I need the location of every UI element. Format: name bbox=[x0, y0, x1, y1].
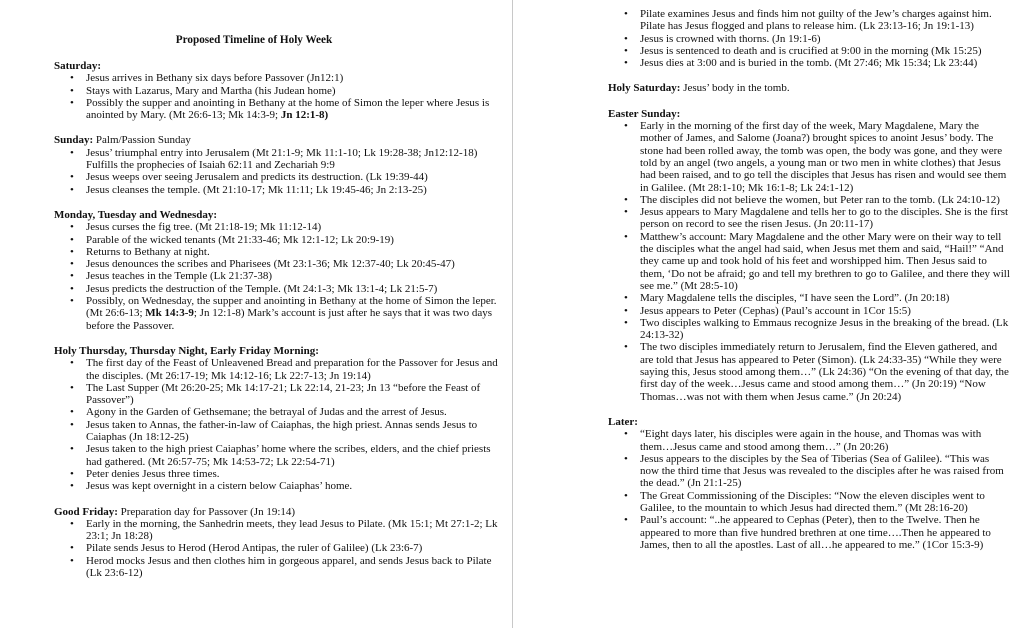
item-list bbox=[54, 221, 504, 332]
list-item: • Mary Magdalene tells the disciples, “I have seen the Lord”. (Jn 20:18) bbox=[640, 292, 1010, 304]
bold-reference: Jn 12:1-8) bbox=[280, 109, 329, 122]
list-item: • The Great Commissioning of the Disciples: “Now the eleven disciples went to Galilee, to the mountain to which Jesus had directed them.” (Mt 28:16-20) bbox=[640, 490, 1010, 515]
document-title: Proposed Timeline of Holy Week bbox=[175, 34, 333, 46]
section-holy-saturday bbox=[608, 82, 1010, 94]
list-item: • The two disciples immediately return to Jerusalem, find the Eleven gathered, and are told that Jesus has appeared to Peter (Simon). (Lk 24:33-35) “While they were saying this, Jesus stood among them…” (Lk 24:36) “On the evening of that day, the first day of the week…Jesus came and stood among them…” (Jn 20:19) “Now Thomas…was not with them when Jesus came.” (Jn 20:24) bbox=[640, 341, 1010, 402]
list-item: • Paul’s account: “..he appeared to Cephas (Peter), then to the Twelve. Then he appeared to more than five hundred brethren at one time….Then he appeared to James, then to all the apostles. Last of all…he appeared to me.” (1Cor 15:3-9) bbox=[640, 514, 1010, 551]
section-good-friday-continued bbox=[608, 8, 1010, 69]
section-heading: Good Friday: Preparation day for Passover (Jn 19:14) bbox=[54, 505, 296, 518]
list-item: • Possibly, on Wednesday, the supper and anointing in Bethany at the home of Simon the leper. (Mt 26:6-13; Mk 14:3-9; Jn 12:1-8) Mark’s account is just after he says that it was two days before the Passover. bbox=[86, 295, 504, 332]
section-good-friday bbox=[54, 506, 504, 580]
right-page bbox=[512, 0, 1024, 628]
list-item: • Early in the morning, the Sanhedrin meets, they lead Jesus to Pilate. (Mk 15:1; Mt 27:1-2; Lk 23:1; Jn 18:28) bbox=[86, 518, 504, 543]
list-item: • The first day of the Feast of Unleavened Bread and preparation for the Passover for Jesus and the disciples. (Mt 26:17-19; Mk 14:12-16; Lk 22:7-13; Jn 19:14) bbox=[86, 357, 504, 382]
section-heading: Holy Saturday: Jesus’ body in the tomb. bbox=[608, 82, 790, 95]
list-item: • Jesus’ triumphal entry into Jerusalem (Mt 21:1-9; Mk 11:1-10; Lk 19:28-38; Jn12:12-18) Fulfills the prophecies of Isaiah 62:11 and Zechariah 9:9 bbox=[86, 147, 504, 172]
list-item: • Jesus cleanses the temple. (Mt 21:10-17; Mk 11:11; Lk 19:45-46; Jn 2:13-25) bbox=[86, 184, 504, 196]
list-item: • Peter denies Jesus three times. bbox=[86, 468, 504, 480]
section-later bbox=[608, 416, 1010, 551]
list-item: • Returns to Bethany at night. bbox=[86, 246, 504, 258]
list-item: • Jesus was kept overnight in a cistern below Caiaphas’ home. bbox=[86, 480, 504, 492]
list-item: • Jesus curses the fig tree. (Mt 21:18-19; Mk 11:12-14) bbox=[86, 221, 504, 233]
section-heading: Sunday: Palm/Passion Sunday bbox=[54, 134, 191, 147]
list-item: • Jesus weeps over seeing Jerusalem and predicts its destruction. (Lk 19:39-44) bbox=[86, 171, 504, 183]
item-list bbox=[54, 518, 504, 579]
list-item: • Jesus appears to Peter (Cephas) (Paul’s account in 1Cor 15:5) bbox=[640, 305, 1010, 317]
list-item: • Jesus arrives in Bethany six days before Passover (Jn12:1) bbox=[86, 72, 504, 84]
section-holy-thursday bbox=[54, 345, 504, 493]
item-list bbox=[608, 8, 1010, 69]
section-saturday bbox=[54, 60, 504, 121]
section-heading: Saturday: bbox=[54, 60, 102, 72]
list-item: • Jesus taken to Annas, the father-in-law of Caiaphas, the high priest. Annas sends Jesus to Caiaphas (Jn 18:12-25) bbox=[86, 419, 504, 444]
list-item: • The Last Supper (Mt 26:20-25; Mk 14:17-21; Lk 22:14, 21-23; Jn 13 “before the Feast of Passover”) bbox=[86, 382, 504, 407]
section-heading: Easter Sunday: bbox=[608, 107, 681, 120]
list-item: • Jesus appears to the disciples by the Sea of Tiberias (Sea of Galilee). “This was now the third time that Jesus was revealed to the disciples after he was raised from the dead.” (Jn 21:1-25) bbox=[640, 453, 1010, 490]
list-item: • Early in the morning of the first day of the week, Mary Magdalene, Mary the mother of James, and Salome (Joana?) brought spices to anoint Jesus’ body. The stone had been rolled away, the tomb was open, the body was gone, and they were told by an angel (two angels, a young man or two men in white clothes) that Jesus had been raised, and to go tell the disciples that Jesus has risen and would see them in Galilee. (Mt 28:1-10; Mk 16:1-8; Lk 24:1-12) bbox=[640, 120, 1010, 194]
section-heading: Later: bbox=[608, 415, 638, 428]
list-item: • Jesus predicts the destruction of the Temple. (Mt 24:1-3; Mk 13:1-4; Lk 21:5-7) bbox=[86, 283, 504, 295]
list-item: • Pilate sends Jesus to Herod (Herod Antipas, the ruler of Galilee) (Lk 23:6-7) bbox=[86, 542, 504, 554]
list-item: • Jesus dies at 3:00 and is buried in the tomb. (Mt 27:46; Mk 15:34; Lk 23:44) bbox=[640, 57, 1010, 69]
list-item: • Jesus is sentenced to death and is crucified at 9:00 in the morning (Mk 15:25) bbox=[640, 45, 1010, 57]
section-easter-sunday bbox=[608, 108, 1010, 403]
list-item: • Two disciples walking to Emmaus recognize Jesus in the breaking of the bread. (Lk 24:13-32) bbox=[640, 317, 1010, 342]
item-list bbox=[608, 428, 1010, 551]
section-heading: Monday, Tuesday and Wednesday: bbox=[54, 208, 218, 221]
list-item: • Agony in the Garden of Gethsemane; the betrayal of Judas and the arrest of Jesus. bbox=[86, 406, 504, 418]
list-item: • The disciples did not believe the women, but Peter ran to the tomb. (Lk 24:10-12) bbox=[640, 194, 1010, 206]
section-sunday bbox=[54, 134, 504, 195]
section-monday-tuesday-wednesday bbox=[54, 209, 504, 332]
section-heading: Holy Thursday, Thursday Night, Early Friday Morning: bbox=[54, 344, 319, 357]
list-item: • Parable of the wicked tenants (Mt 21:33-46; Mk 12:1-12; Lk 20:9-19) bbox=[86, 234, 504, 246]
list-item: • Stays with Lazarus, Mary and Martha (his Judean home) bbox=[86, 85, 504, 97]
item-list bbox=[54, 72, 504, 121]
list-item: • Possibly the supper and anointing in Bethany at the home of Simon the leper where Jesus is anointed by Mary. (Mt 26:6-13; Mk 14:3-9; Jn 12:1-8) bbox=[86, 97, 504, 122]
list-item: • “Eight days later, his disciples were again in the house, and Thomas was with them…Jesus came and stood among them…” (Jn 20:26) bbox=[640, 428, 1010, 453]
list-item: • Jesus is crowned with thorns. (Jn 19:1-6) bbox=[640, 33, 1010, 45]
item-list bbox=[54, 147, 504, 196]
list-item: • Jesus denounces the scribes and Pharisees (Mt 23:1-36; Mk 12:37-40; Lk 20:45-47) bbox=[86, 258, 504, 270]
list-item: • Herod mocks Jesus and then clothes him in gorgeous apparel, and sends Jesus back to Pilate (Lk 23:6-12) bbox=[86, 555, 504, 580]
list-item: • Jesus teaches in the Temple (Lk 21:37-38) bbox=[86, 270, 504, 282]
item-list bbox=[54, 357, 504, 492]
list-item: • Matthew’s account: Mary Magdalene and the other Mary were on their way to tell the disciples what the angel had said, when Jesus met them and said, “Hail!” “And they came up and took hold of his feet and worshipped him. Then Jesus said to them, ‘Do not be afraid; go and tell my brethren to go to Galilee, and there they will see me.” (Mt 28:5-10) bbox=[640, 231, 1010, 292]
bold-reference: Mk 14:3-9 bbox=[145, 307, 194, 320]
list-item: • Jesus taken to the high priest Caiaphas’ home where the scribes, elders, and the chief priests had gathered. (Mt 26:57-75; Mk 14:53-72; Lk 22:54-71) bbox=[86, 443, 504, 468]
list-item: • Pilate examines Jesus and finds him not guilty of the Jew’s charges against him. Pilate has Jesus flogged and plans to release him. (Lk 23:13-16; Jn 19:1-13) bbox=[640, 8, 1010, 33]
list-item: • Jesus appears to Mary Magdalene and tells her to go to the disciples. She is the first person on record to see the risen Jesus. (Jn 20:11-17) bbox=[640, 206, 1010, 231]
item-list bbox=[608, 120, 1010, 403]
